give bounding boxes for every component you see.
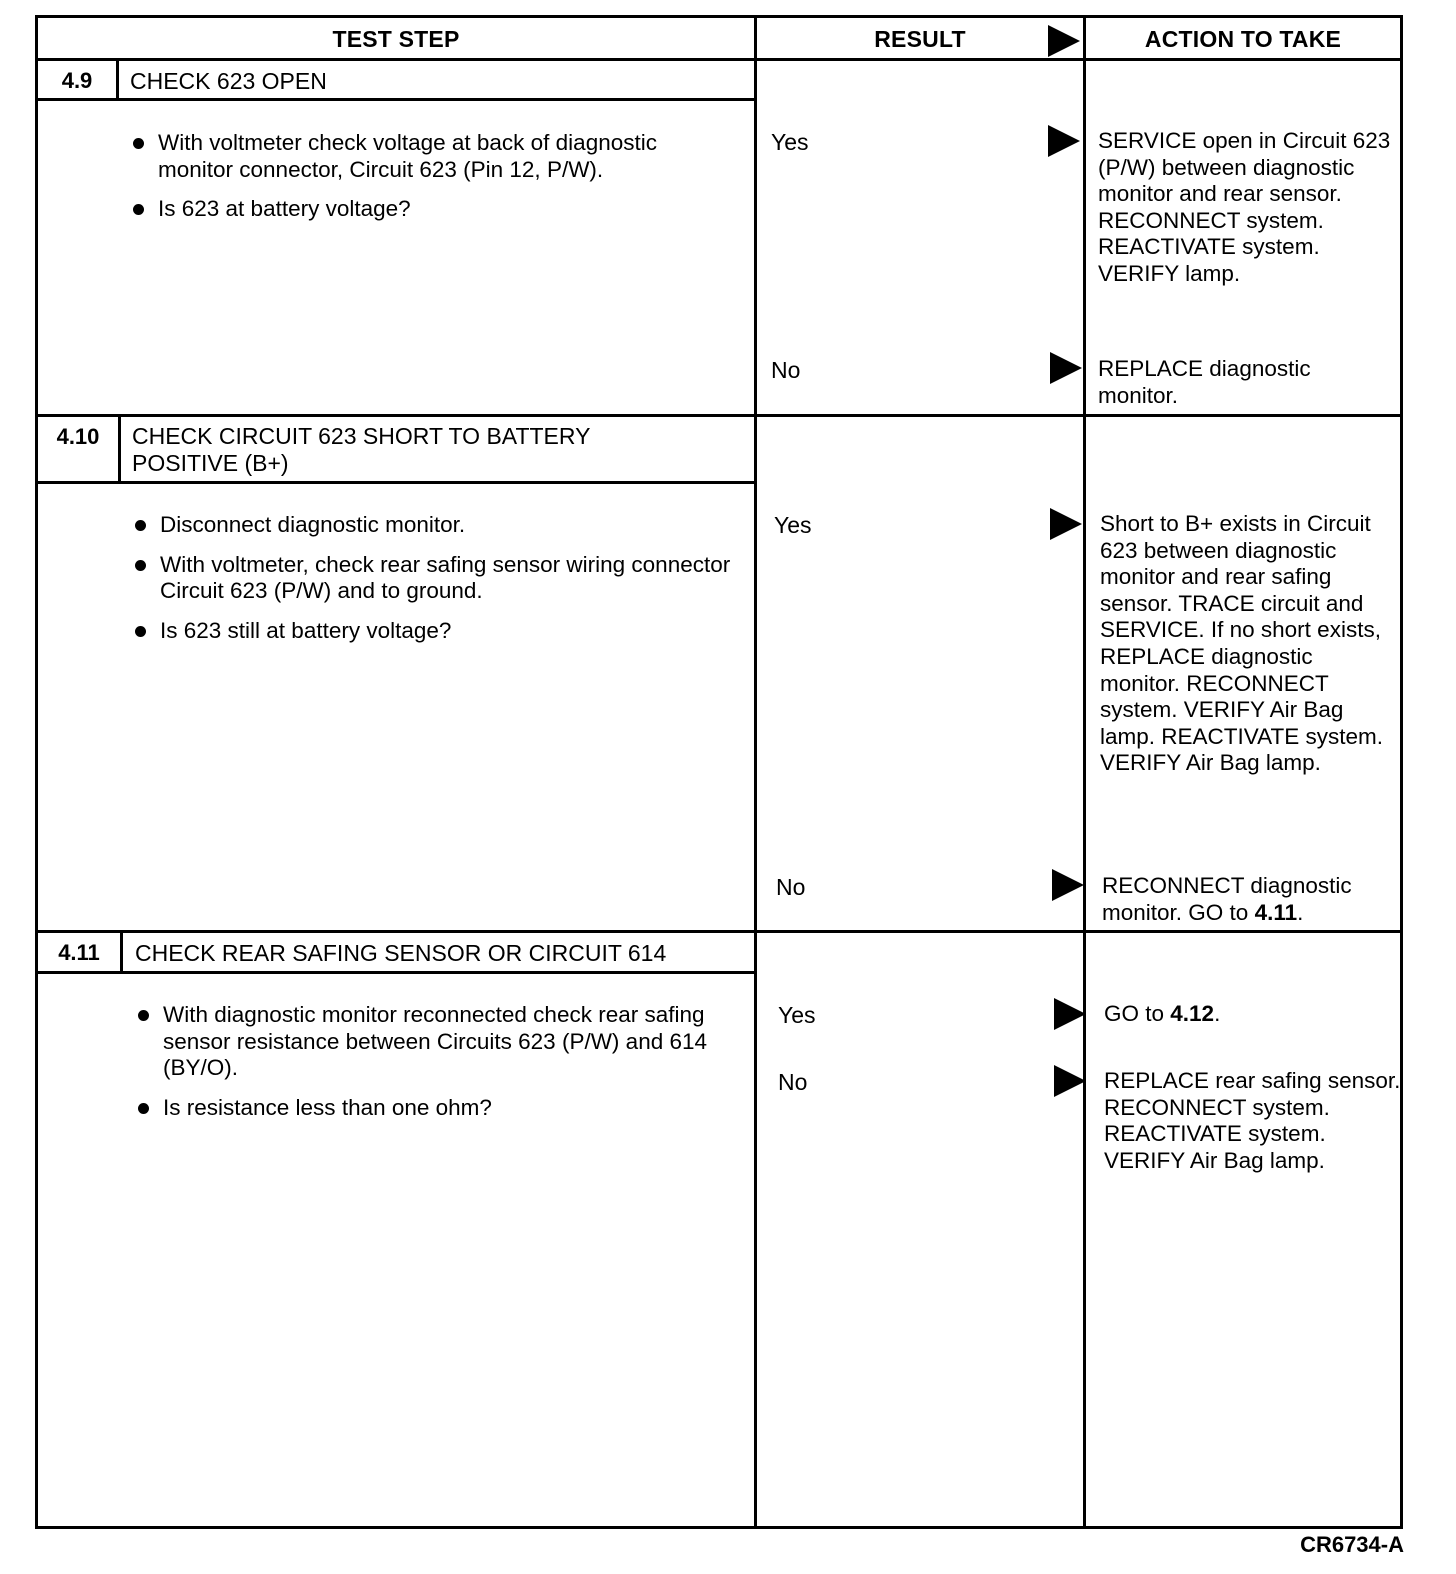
bullet-item: Is resistance less than one ohm?: [135, 1095, 747, 1122]
header-divider: [38, 58, 1400, 61]
column-divider-result: [754, 18, 757, 1526]
result-arrow-icon: [1048, 125, 1080, 157]
header-arrow-icon: [1048, 25, 1080, 57]
bullet-item: Is 623 still at battery voltage?: [132, 618, 732, 645]
step-title: CHECK 623 OPEN: [130, 68, 327, 94]
step-number-divider: [116, 61, 119, 100]
result-arrow-icon: [1050, 508, 1082, 540]
column-divider-action: [1083, 18, 1086, 1526]
result-arrow-icon: [1054, 1065, 1086, 1097]
result-arrow-icon: [1054, 998, 1086, 1030]
step-number: 4.10: [56, 424, 100, 449]
header-result: RESULT: [874, 26, 966, 52]
result-arrow-icon: [1050, 352, 1082, 384]
result-no: No: [771, 357, 801, 383]
step-number: 4.11: [58, 940, 100, 965]
step-number: 4.9: [61, 68, 93, 93]
step-title-divider: [38, 481, 754, 484]
result-arrow-icon: [1052, 869, 1084, 901]
step-title: CHECK CIRCUIT 623 SHORT TO BATTERY POSITIVE (B+): [132, 423, 591, 476]
step-reference: 4.11: [1254, 899, 1298, 925]
bullet-item: Is 623 at battery voltage?: [130, 196, 730, 223]
step-bullets: [132, 512, 732, 657]
action-yes: SERVICE open in Circuit 623 (P/W) between diagnostic monitor and rear sensor. RECONNECT system. REACTIVATE system. VERIFY lamp.: [1098, 128, 1391, 286]
bullet-item: With diagnostic monitor reconnected check rear safing sensor resistance between Circuits 623 (P/W) and 614 (BY/O).: [135, 1002, 747, 1082]
bullet-item: With voltmeter, check rear safing sensor wiring connector Circuit 623 (P/W) and to ground.: [132, 552, 732, 605]
diagnostic-table: [35, 15, 1403, 1529]
action-no-suffix: .: [1297, 899, 1304, 925]
result-yes: Yes: [778, 1002, 816, 1028]
result-yes: Yes: [774, 512, 812, 538]
action-no: [1102, 873, 1400, 926]
action-no: REPLACE diagnostic monitor.: [1098, 356, 1311, 408]
header-action: ACTION TO TAKE: [1144, 26, 1342, 52]
step-title: CHECK REAR SAFING SENSOR OR CIRCUIT 614: [135, 940, 667, 966]
bullet-item: Disconnect diagnostic monitor.: [132, 512, 732, 539]
action-yes-suffix: .: [1214, 1001, 1221, 1026]
step-number-divider: [118, 417, 121, 483]
result-no: No: [778, 1069, 808, 1095]
result-yes: Yes: [771, 129, 809, 155]
header-test-step: TEST STEP: [332, 26, 460, 52]
step-bullets: [130, 130, 730, 236]
action-no-text: RECONNECT diagnostic monitor. GO to: [1102, 873, 1352, 925]
bullet-item: With voltmeter check voltage at back of diagnostic monitor connector, Circuit 623 (Pin 12, P/W).: [130, 130, 730, 183]
step-title-divider: [38, 971, 754, 974]
step-number-divider: [120, 933, 123, 973]
result-no: No: [776, 874, 806, 900]
figure-id: CR6734-A: [1300, 1532, 1404, 1557]
step-divider: [38, 930, 1400, 933]
action-yes: Short to B+ exists in Circuit 623 between diagnostic monitor and rear safing sensor. TRACE circuit and SERVICE. If no short exists, REPLACE diagnostic monitor. RECONNECT system. VERIFY Air Bag lamp. REACTIVATE system. VERIFY Air Bag lamp.: [1100, 511, 1383, 776]
step-divider: [38, 414, 1400, 417]
step-reference: 4.12: [1170, 1001, 1215, 1026]
action-yes: [1104, 1001, 1402, 1028]
action-yes-text: GO to: [1104, 1001, 1171, 1026]
step-title-divider: [38, 98, 754, 101]
action-no: REPLACE rear safing sensor. RECONNECT system. REACTIVATE system. VERIFY Air Bag lamp.: [1104, 1068, 1401, 1173]
step-bullets: [135, 1002, 747, 1134]
